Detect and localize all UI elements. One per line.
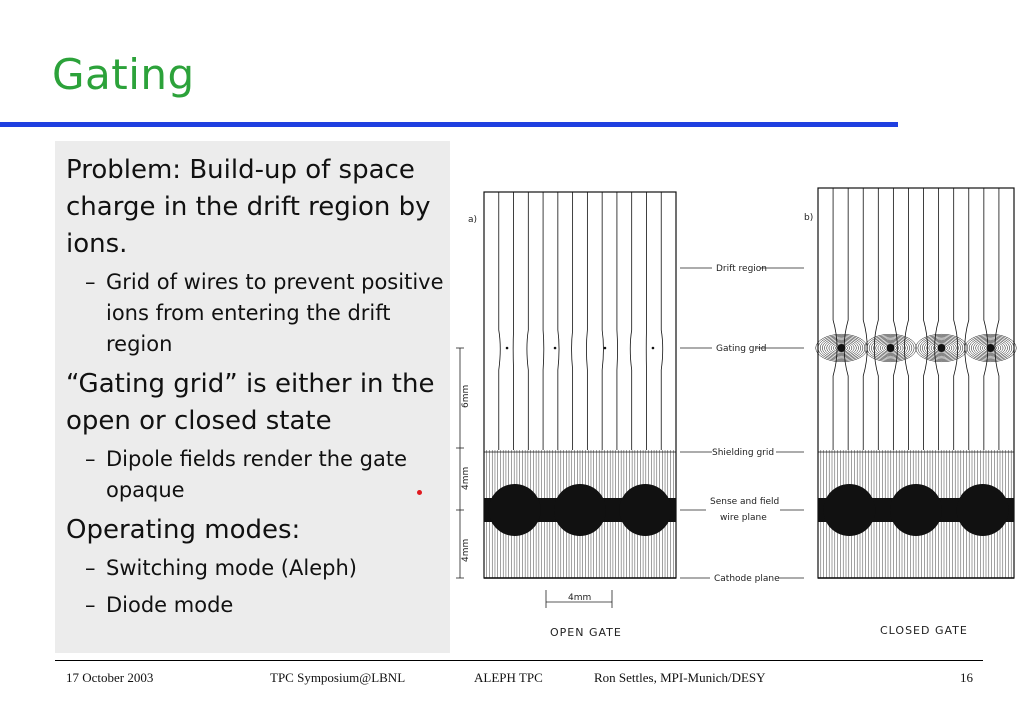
bullet-operating-modes: Operating modes: [66, 515, 301, 545]
dash-glyph: – [85, 556, 96, 580]
label-gating-grid: Gating grid [716, 344, 767, 354]
gating-field-diagram [454, 180, 1019, 650]
sub-bullet-text: Dipole fields render the gate opaque [106, 447, 407, 502]
footer-event: TPC Symposium@LBNL [270, 670, 406, 685]
label-shielding-grid: Shielding grid [712, 448, 775, 458]
label-cathode-plane: Cathode plane [714, 574, 780, 584]
panel-b-label: b) [804, 213, 814, 223]
scale-4mm-lower: 4mm [461, 538, 471, 562]
sub-bullet-grid-of-wires [85, 267, 446, 360]
label-sense-field: Sense and field [710, 497, 780, 507]
sub-bullet-text: Grid of wires to prevent positive ions from entering the drift region [106, 270, 444, 356]
footer-rule [55, 660, 983, 661]
bullet-list [66, 152, 446, 627]
panel-a-label: a) [468, 215, 478, 225]
footer-author: Ron Settles, MPI-Munich/DESY [594, 670, 766, 685]
bullet-problem: Problem: Build-up of space charge in the drift region by ions. [66, 155, 431, 259]
sub-bullet-text: Switching mode (Aleph) [106, 556, 357, 580]
label-arrows [680, 268, 804, 578]
sub-bullet-dipole-fields [85, 444, 446, 506]
dash-glyph: – [85, 270, 96, 294]
label-drift-region: Drift region [716, 264, 767, 274]
open-gate-field-lines [484, 192, 676, 578]
sub-bullet-diode-mode [85, 590, 446, 621]
footer-date: 17 October 2003 [66, 670, 154, 685]
title-underline [0, 122, 898, 127]
slide-title: Gating [52, 50, 195, 99]
caption-open-gate: OPEN GATE [550, 626, 622, 639]
label-wire-plane: wire plane [720, 513, 767, 523]
bullet-gating-grid: “Gating grid” is either in the open or closed state [66, 369, 435, 436]
caption-closed-gate: CLOSED GATE [880, 624, 968, 637]
footer-topic: ALEPH TPC [474, 670, 543, 685]
closed-gate-field-lines [816, 188, 1017, 578]
footer-page-number: 16 [960, 670, 973, 685]
scale-4mm-upper: 4mm [461, 466, 471, 490]
sub-bullet-text: Diode mode [106, 593, 234, 617]
sub-bullet-switching-mode [85, 553, 446, 584]
dash-glyph: – [85, 447, 96, 471]
dash-glyph: – [85, 593, 96, 617]
scale-6mm: 6mm [461, 384, 471, 408]
scale-bar-4mm: 4mm [568, 593, 592, 603]
red-dot-marker [417, 490, 422, 495]
